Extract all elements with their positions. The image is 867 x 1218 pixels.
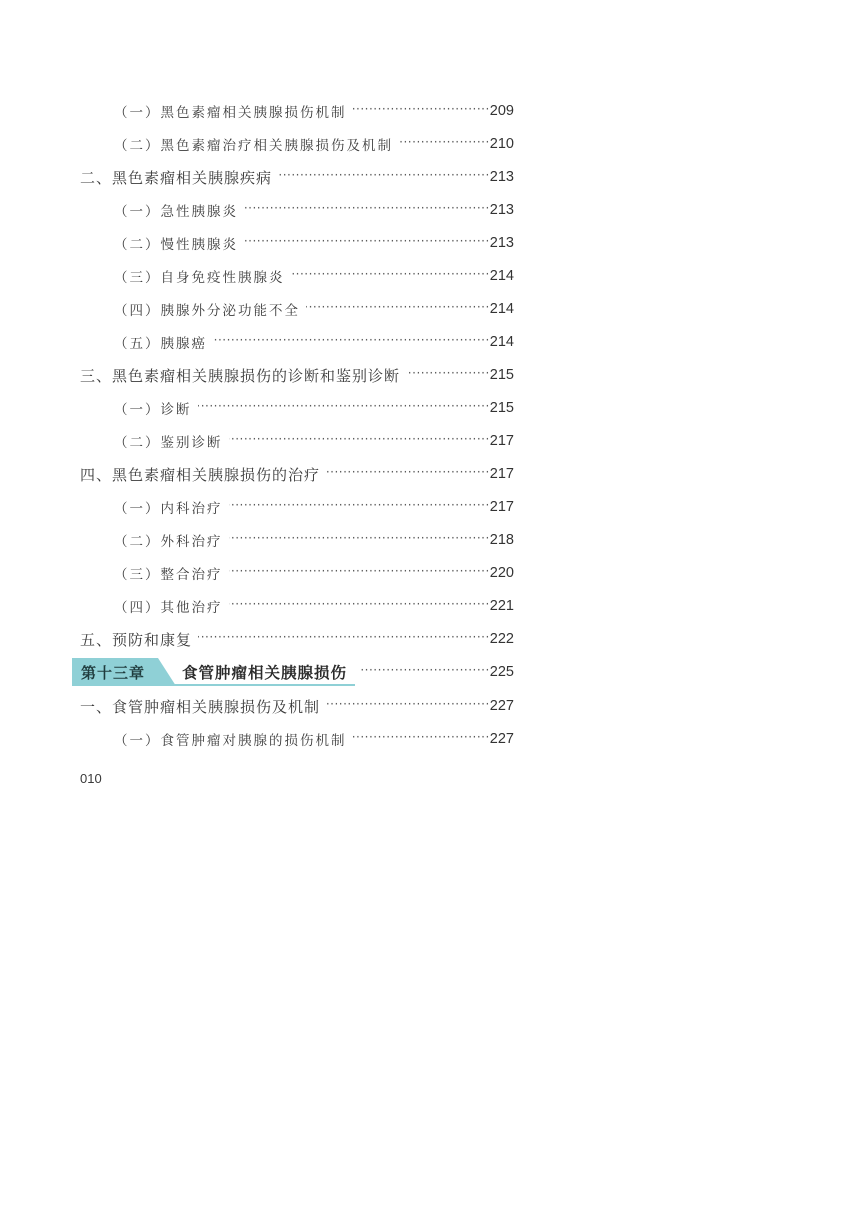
toc-entry-page-number: 221 (489, 598, 514, 614)
toc-entry-title: （一）诊断 (114, 402, 192, 418)
dot-leader (213, 335, 490, 349)
dot-leader (229, 500, 490, 514)
toc-subsection-entry[interactable] (114, 263, 514, 289)
toc-entry-title: 五、预防和康复 (80, 630, 193, 649)
toc-subsection-entry[interactable] (114, 197, 514, 223)
dot-leader (326, 699, 490, 713)
toc-subsection-entry[interactable] (114, 230, 514, 256)
dot-leader (399, 137, 490, 151)
toc-entry-title: （三）整合治疗 (114, 567, 223, 583)
toc-subsection-entry[interactable] (114, 428, 514, 454)
toc-subsection-entry[interactable] (114, 494, 514, 520)
toc-entry-title: （一）食管肿瘤对胰腺的损伤机制 (114, 733, 347, 749)
toc-section-entry[interactable] (80, 164, 514, 190)
toc-entry-page-number: 217 (489, 499, 514, 515)
toc-section-entry[interactable] (80, 461, 514, 487)
dot-leader (361, 665, 490, 679)
toc-subsection-entry[interactable] (114, 296, 514, 322)
dot-leader (291, 269, 490, 283)
dot-leader (278, 170, 490, 184)
dot-leader (198, 632, 490, 646)
toc-entry-page-number: 215 (489, 367, 514, 383)
toc-entry-title: 四、黑色素瘤相关胰腺损伤的治疗 (80, 465, 321, 484)
toc-entry-page-number: 214 (489, 268, 514, 284)
toc-entry-page-number: 222 (489, 631, 514, 647)
page-folio: 010 (80, 771, 102, 786)
toc-entry-page-number: 209 (489, 103, 514, 119)
toc-subsection-entry[interactable] (114, 98, 514, 124)
toc-entry-title: （二）外科治疗 (114, 534, 223, 550)
dot-leader (244, 203, 490, 217)
toc-entry-page-number: 217 (489, 466, 514, 482)
toc-entry-title: 二、黑色素瘤相关胰腺疾病 (80, 168, 273, 187)
toc-section-entry[interactable] (80, 693, 514, 719)
toc-entry-title: （一）急性胰腺炎 (114, 204, 238, 220)
chapter-label: 第十三章 (81, 664, 146, 682)
chapter-title: 食管肿瘤相关胰腺损伤 (182, 664, 348, 682)
chapter-page-number: 225 (489, 664, 514, 680)
toc-entry-title: （二）黑色素瘤治疗相关胰腺损伤及机制 (114, 138, 393, 154)
toc-entry-title: 三、黑色素瘤相关胰腺损伤的诊断和鉴别诊断 (80, 366, 401, 385)
toc-entry-title: （三）自身免疫性胰腺炎 (114, 270, 285, 286)
dot-leader (353, 104, 490, 118)
chapter-label-tab (72, 658, 182, 686)
toc-entry-page-number: 214 (489, 334, 514, 350)
toc-entry-page-number: 227 (489, 698, 514, 714)
toc-entry-title: （四）其他治疗 (114, 600, 223, 616)
dot-leader (306, 302, 490, 316)
toc-subsection-entry[interactable] (114, 527, 514, 553)
toc-section-entry[interactable] (80, 626, 514, 652)
toc-entry-title: （五）胰腺癌 (114, 336, 207, 352)
toc-entry-page-number: 227 (489, 731, 514, 747)
toc-section-entry[interactable] (80, 362, 514, 388)
toc-entry-page-number: 215 (489, 400, 514, 416)
dot-leader (229, 566, 490, 580)
toc-entry-page-number: 213 (489, 169, 514, 185)
toc-subsection-entry[interactable] (114, 593, 514, 619)
toc-entry-title: 一、食管肿瘤相关胰腺损伤及机制 (80, 697, 321, 716)
dot-leader (229, 533, 490, 547)
toc-entry-page-number: 214 (489, 301, 514, 317)
toc-entry-page-number: 210 (489, 136, 514, 152)
toc-subsection-entry[interactable] (114, 131, 514, 157)
chapter-title-wrap (182, 658, 347, 686)
dot-leader (229, 434, 490, 448)
toc-entry-title: （四）胰腺外分泌功能不全 (114, 303, 300, 319)
dot-leader (406, 368, 490, 382)
dot-leader (198, 401, 490, 415)
toc-subsection-entry[interactable] (114, 329, 514, 355)
chapter-underline (172, 684, 355, 686)
toc-entry-title: （一）内科治疗 (114, 501, 223, 517)
dot-leader (244, 236, 490, 250)
toc-entry-page-number: 220 (489, 565, 514, 581)
chapter-heading[interactable] (72, 658, 514, 686)
toc-subsection-entry[interactable] (114, 560, 514, 586)
dot-leader (353, 732, 490, 746)
toc-subsection-entry[interactable] (114, 726, 514, 752)
dot-leader (229, 599, 490, 613)
toc-entry-page-number: 213 (489, 235, 514, 251)
toc-subsection-entry[interactable] (114, 395, 514, 421)
toc-entry-page-number: 213 (489, 202, 514, 218)
toc-entry-title: （一）黑色素瘤相关胰腺损伤机制 (114, 105, 347, 121)
toc-entry-page-number: 217 (489, 433, 514, 449)
dot-leader (326, 467, 490, 481)
toc-entry-title: （二）鉴别诊断 (114, 435, 223, 451)
toc-entry-page-number: 218 (489, 532, 514, 548)
toc-entry-title: （二）慢性胰腺炎 (114, 237, 238, 253)
